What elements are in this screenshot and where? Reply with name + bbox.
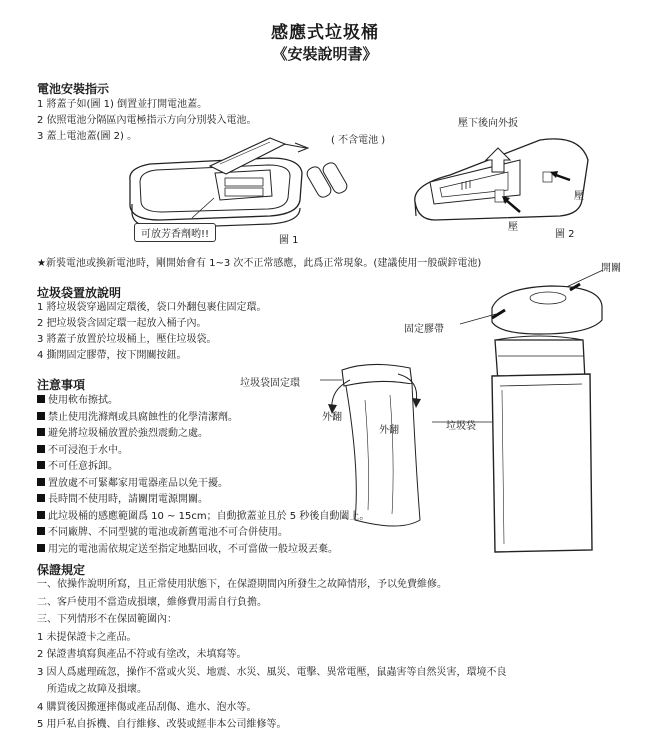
bag-step-3: 3 將蓋子放置於垃圾桶上，壓住垃圾袋。 — [37, 334, 217, 345]
flip-label-2: 外翻 — [379, 425, 399, 436]
bullet-square-icon — [37, 445, 45, 453]
battery-step-3: 3 蓋上電池蓋(圖 2) 。 — [37, 131, 138, 142]
bullet-square-icon — [37, 395, 45, 403]
bullet-square-icon — [37, 544, 45, 552]
note-item: 不可任意拆卸。 — [37, 457, 369, 474]
note-item: 使用軟布擦拭。 — [37, 391, 369, 408]
figure-2-illustration — [410, 120, 610, 230]
figure-1-caption: 圖 1 — [279, 235, 299, 246]
bullet-square-icon — [37, 412, 45, 420]
tape-label: 固定膠帶 — [404, 324, 444, 335]
bullet-square-icon — [37, 461, 45, 469]
warranty-line: 4 購買後因搬運摔傷或產品刮傷、進水、泡水等。 — [37, 701, 257, 713]
note-item: 不同廠牌、不同型號的電池或新舊電池不可合併使用。 — [37, 523, 369, 540]
warranty-line: 2 保證書填寫與產品不符或有塗改，未填寫等。 — [37, 649, 247, 660]
warranty-line: 二、客戶使用不當造成損壞，維修費用需自行負擔。 — [37, 596, 267, 608]
note-item: 置放處不可緊鄰家用電器產品以免干擾。 — [37, 474, 369, 491]
bullet-square-icon — [37, 511, 45, 519]
notes-heading: 注意事項 — [37, 378, 86, 392]
warranty-lines — [37, 576, 507, 734]
battery-step-2: 2 依照電池分隔區內電極指示方向分別裝入電池。 — [37, 115, 257, 126]
warranty-line: 三、下列情形不在保固範圍內： — [37, 614, 177, 625]
bullet-square-icon — [37, 494, 45, 502]
note-item: 長時間不使用時，請關閉電源開關。 — [37, 490, 369, 507]
document-subtitle: 《安裝說明書》 — [272, 45, 378, 63]
switch-label: 開關 — [601, 263, 621, 274]
battery-star-note: ★新裝電池或換新電池時，剛開始會有 1~3 次不正常感應，此爲正常現象。(建議使用一般碳鋅電池) — [37, 258, 482, 269]
fragrance-label: 可放芳香劑哟!! — [134, 223, 216, 242]
warranty-heading: 保證規定 — [37, 563, 86, 577]
bullet-square-icon — [37, 428, 45, 436]
battery-step-1: 1 將蓋子如(圖 1) 倒置並打開電池蓋。 — [37, 99, 208, 110]
notes-list — [37, 391, 369, 556]
warranty-line: 所造成之故障及損壞。 — [47, 684, 147, 695]
note-item: 不可浸泡于水中。 — [37, 441, 369, 458]
press-label-1: 壓 — [574, 191, 584, 202]
document-title: 感應式垃圾桶 — [271, 23, 379, 43]
warranty-line: 5 用戶私自拆機、自行維修、改裝或經非本公司維修等。 — [37, 719, 287, 730]
note-item: 避免將垃圾桶放置於強烈震動之處。 — [37, 424, 369, 441]
figure-2-caption: 圖 2 — [555, 229, 575, 240]
press-label-2: 壓 — [508, 222, 518, 233]
battery-heading: 電池安裝指示 — [37, 82, 110, 96]
note-item: 禁止使用洗滌劑或具腐蝕性的化學清潔劑。 — [37, 408, 369, 425]
flip-label-1: 外翻 — [322, 412, 342, 423]
bag-steps — [37, 300, 267, 364]
bag-step-4: 4 撕開固定膠帶，按下開關按鈕。 — [37, 350, 187, 361]
note-item: 用完的電池需依規定送至指定地點回收，不可當做一般垃圾丟棄。 — [37, 540, 369, 557]
bag-heading: 垃圾袋置放說明 — [37, 286, 122, 300]
no-battery-label: ( 不含電池 ) — [331, 135, 386, 146]
bullet-square-icon — [37, 478, 45, 486]
bag-label: 垃圾袋 — [446, 421, 476, 432]
bag-step-2: 2 把垃圾袋含固定環一起放入桶子內。 — [37, 318, 207, 329]
bag-step-1: 1 將垃圾袋穿過固定環後，袋口外翻包裹住固定環。 — [37, 302, 267, 313]
warranty-line: 一、依操作說明所寫，且正常使用狀態下，在保證期間內所發生之故障情形，予以免費維修。 — [37, 579, 447, 590]
pull-label: 壓下後向外扳 — [458, 118, 518, 129]
warranty-line: 1 未提保證卡之產品。 — [37, 631, 137, 643]
warranty-line: 3 因人爲處理疏忽，操作不當或火災、地震、水災、風災、電擊、異常電壓，鼠蟲害等自然災害，環境不良 — [37, 666, 507, 678]
ring-label: 垃圾袋固定環 — [240, 378, 300, 389]
bullet-square-icon — [37, 527, 45, 535]
note-item: 此垃圾桶的感應範圍爲 10 ~ 15cm；自動掀蓋並且於 5 秒後自動闔上。 — [37, 507, 369, 524]
